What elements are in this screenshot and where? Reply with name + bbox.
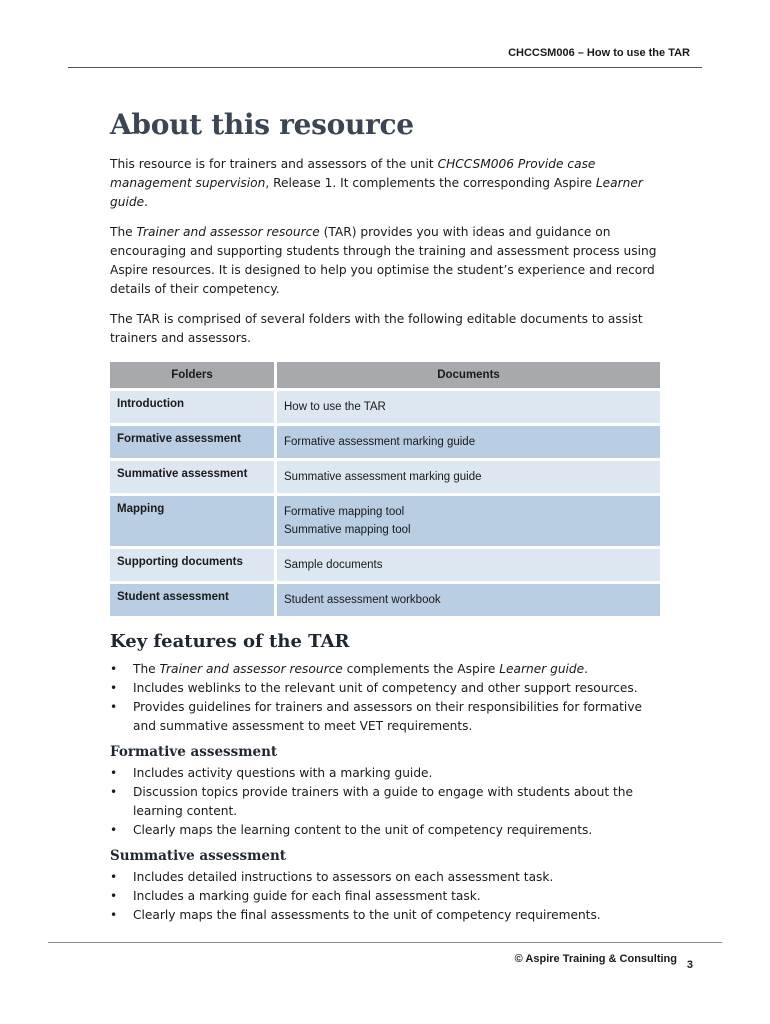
intro-paragraph-3 [110,310,660,348]
text-run: The [133,662,160,676]
text-run: (TAR) provides you with ideas and guidance on encouraging and supporting students through the training and assessment process using Aspire resources. It is designed to help you optimise the student’s experience and record details of their competency. [110,225,657,296]
list-item [133,868,660,887]
list-item [133,821,660,840]
document-name: Formative assessment marking guide [284,436,476,448]
text-run: Discussion topics provide trainers with a guide to engage with students about the learning content. [133,785,633,818]
documents-cell [277,391,660,423]
text-run: . [584,662,589,676]
table-row [110,461,660,493]
list-item [133,887,660,906]
list-item [133,764,660,783]
folder-cell: Mapping [110,496,277,546]
document-name: Formative mapping tool [284,506,405,518]
italic-run: Trainer and assessor resource [136,225,320,239]
text-run: The [110,225,137,239]
folder-cell: Student assessment [110,584,277,616]
folder-cell: Formative assessment [110,426,277,458]
folder-cell: Supporting documents [110,549,277,581]
summative-heading: Summative assessment [110,848,287,864]
header-documents: Documents [277,362,660,388]
text-run: Clearly maps the final assessments to the unit of competency requirements. [133,908,601,922]
list-item [133,698,660,736]
document-name: Student assessment workbook [284,594,441,606]
italic-run: CHCCSM006 Provide case management supervision [110,157,596,190]
running-header: CHCCSM006 – How to use the TAR [508,47,690,59]
document-name: Summative mapping tool [284,524,411,536]
text-run: Includes weblinks to the relevant unit of competency and other support resources. [133,681,638,695]
table-row [110,426,660,458]
italic-run: Learner guide [499,662,585,676]
text-run: The TAR is comprised of several folders with the following editable documents to assist trainers and assessors. [110,312,643,345]
document-name: Sample documents [284,559,383,571]
text-run: Clearly maps the learning content to the unit of competency requirements. [133,823,593,837]
italic-run: Learner guide [110,176,643,209]
footer-rule [48,942,722,943]
intro-paragraph-1 [110,155,660,212]
text-run: , Release 1. It complements the corresponding Aspire [265,176,596,190]
intro-paragraph-2 [110,223,660,299]
list-item [133,906,660,925]
text-run: This resource is for trainers and assessors of the unit [110,157,438,171]
documents-cell [277,461,660,493]
table-row [110,496,660,546]
list-item [133,679,660,698]
documents-cell [277,496,660,546]
table-row [110,584,660,616]
text-run: complements the Aspire [342,662,500,676]
documents-cell [277,549,660,581]
folder-cell: Summative assessment [110,461,277,493]
key-features-heading: Key features of the TAR [110,631,350,652]
page-content [110,108,660,929]
table-row [110,391,660,423]
header-folders: Folders [110,362,277,388]
list-item [133,660,660,679]
table-row [110,549,660,581]
documents-cell [277,426,660,458]
folder-cell: Introduction [110,391,277,423]
formative-list [110,764,660,840]
folders-table [110,359,660,619]
text-run: Includes a marking guide for each final assessment task. [133,889,481,903]
text-run: Includes activity questions with a marking guide. [133,766,433,780]
document-name: How to use the TAR [284,401,386,413]
list-item [133,783,660,821]
text-run: Includes detailed instructions to assessors on each assessment task. [133,870,554,884]
formative-heading: Formative assessment [110,744,278,760]
page-number: 3 [686,959,693,971]
text-run: . [144,195,148,209]
key-features-list [110,660,660,736]
summative-list [110,868,660,925]
header-rule [68,67,702,68]
footer-copyright: © Aspire Training & Consulting [514,953,677,965]
document-name: Summative assessment marking guide [284,471,482,483]
text-run: Provides guidelines for trainers and assessors on their responsibilities for formative and summative assessment to meet VET requirements. [133,700,643,733]
documents-cell [277,584,660,616]
table-header-row [110,362,660,388]
page-title: About this resource [110,108,414,141]
italic-run: Trainer and assessor resource [159,662,343,676]
